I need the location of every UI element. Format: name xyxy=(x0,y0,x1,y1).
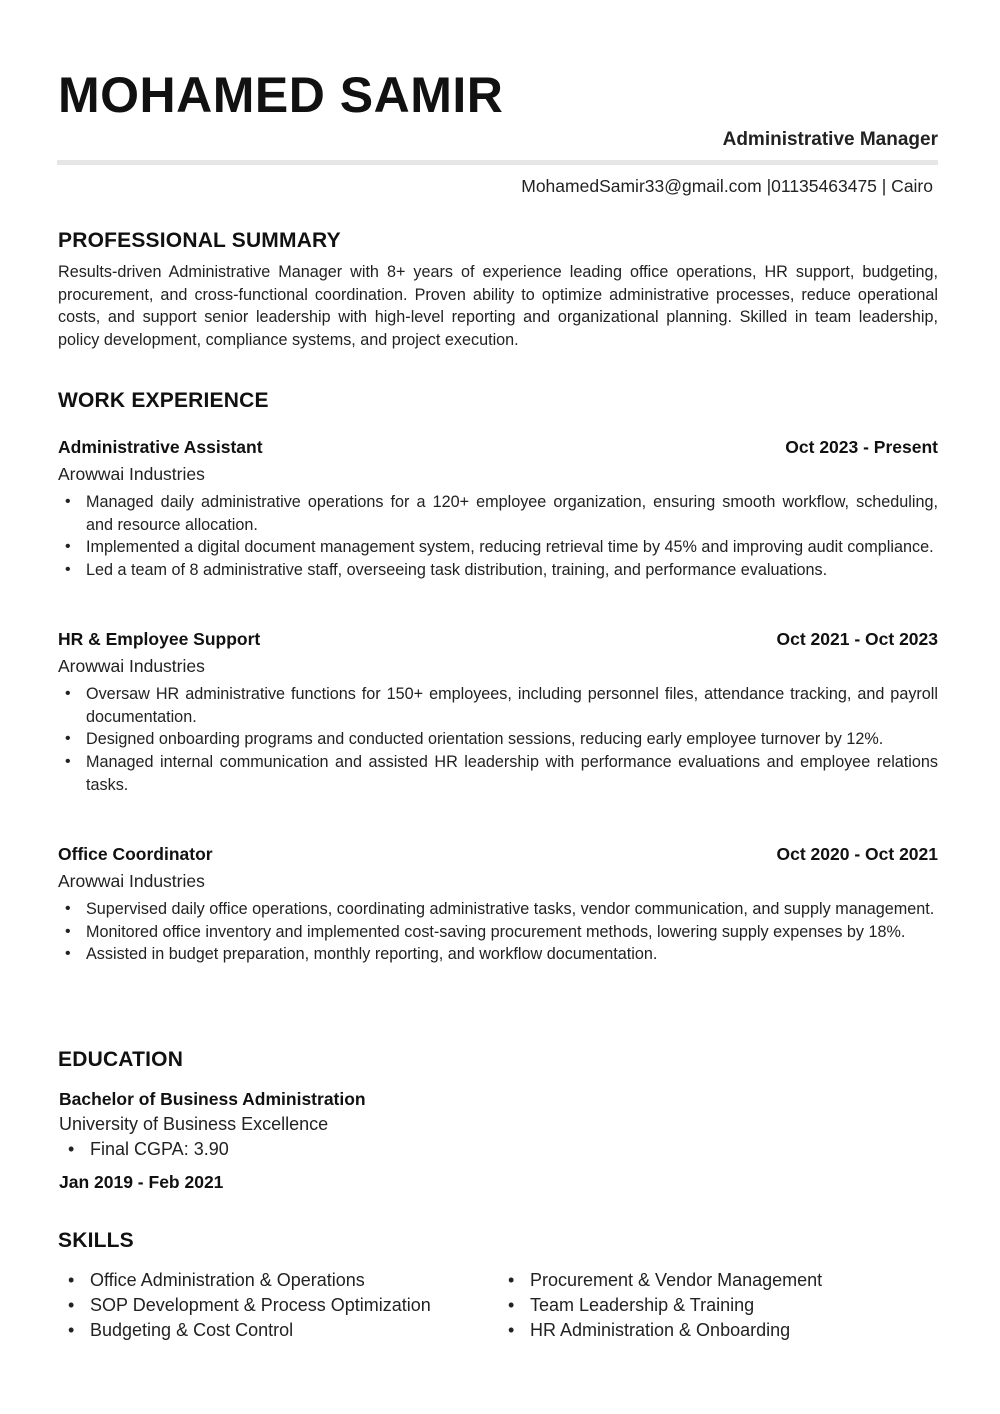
list-item: • Implemented a digital document management system, reducing retrieval time by 45% and improving audit compliance. xyxy=(58,536,938,559)
list-item: • Led a team of 8 administrative staff, overseeing task distribution, training, and performance evaluations. xyxy=(58,559,938,582)
skill-item: • HR Administration & Onboarding xyxy=(508,1318,822,1343)
skills-heading: SKILLS xyxy=(58,1229,134,1252)
job-title: Office Coordinator xyxy=(58,844,213,864)
education-gpa: Final CGPA: 3.90 xyxy=(90,1139,229,1159)
candidate-name: MOHAMED SAMIR xyxy=(58,67,504,123)
skill-item: • Budgeting & Cost Control xyxy=(68,1318,431,1343)
list-item: • Oversaw HR administrative functions for 150+ employees, including personnel files, attendance tracking, and payroll documentation. xyxy=(58,683,938,728)
education-degree: Bachelor of Business Administration xyxy=(59,1089,366,1109)
job-title: Administrative Assistant xyxy=(58,437,263,457)
skill-item: • Office Administration & Operations xyxy=(68,1268,431,1293)
contact-info: MohamedSamir33@gmail.com |01135463475 | Cairo xyxy=(521,176,933,196)
list-item: • Supervised daily office operations, coordinating administrative tasks, vendor communication, and supply management. xyxy=(58,898,938,921)
list-item: • Managed internal communication and assisted HR leadership with performance evaluations and employee relations tasks. xyxy=(58,751,938,796)
education-school: University of Business Excellence xyxy=(59,1114,329,1134)
education-heading: EDUCATION xyxy=(58,1048,184,1071)
summary-heading: PROFESSIONAL SUMMARY xyxy=(58,229,341,252)
experience-heading: WORK EXPERIENCE xyxy=(58,389,269,412)
skill-item: • Team Leadership & Training xyxy=(508,1293,822,1318)
candidate-role: Administrative Manager xyxy=(722,129,938,150)
skills-list-right xyxy=(508,1268,822,1343)
list-item: • Assisted in budget preparation, monthly reporting, and workflow documentation. xyxy=(58,943,938,966)
education-dates: Jan 2019 - Feb 2021 xyxy=(59,1172,224,1192)
job-title: HR & Employee Support xyxy=(58,629,261,649)
job-company: Arowwai Industries xyxy=(58,656,205,676)
job-company: Arowwai Industries xyxy=(58,464,205,484)
job-dates: Oct 2021 - Oct 2023 xyxy=(776,629,938,649)
bullet-icon: • xyxy=(68,1139,75,1159)
job-dates: Oct 2023 - Present xyxy=(785,437,938,457)
list-item: • Monitored office inventory and implemented cost-saving procurement methods, lowering supply expenses by 18%. xyxy=(58,921,938,944)
job-dates: Oct 2020 - Oct 2021 xyxy=(776,844,938,864)
header-divider xyxy=(57,160,938,165)
skill-item: • SOP Development & Process Optimization xyxy=(68,1293,431,1318)
education-gpa-item xyxy=(68,1139,229,1160)
list-item: • Designed onboarding programs and conducted orientation sessions, reducing early employee turnover by 12%. xyxy=(58,728,938,751)
summary-text: Results-driven Administrative Manager with 8+ years of experience leading office operations, HR support, budgeting, procurement, and cross-functional coordination. Proven ability to optimize administrative processes, reduce operational costs, and support senior leadership with high-level reporting and organizational planning. Skilled in team leadership, policy development, compliance systems, and project execution. xyxy=(58,263,938,350)
job-bullets xyxy=(58,683,938,797)
job-bullets xyxy=(58,491,938,582)
job-bullets xyxy=(58,898,938,966)
skills-list-left xyxy=(68,1268,431,1343)
job-company: Arowwai Industries xyxy=(58,871,205,891)
list-item: • Managed daily administrative operations for a 120+ employee organization, ensuring smooth workflow, scheduling, and resource allocation. xyxy=(58,491,938,536)
skill-item: • Procurement & Vendor Management xyxy=(508,1268,822,1293)
